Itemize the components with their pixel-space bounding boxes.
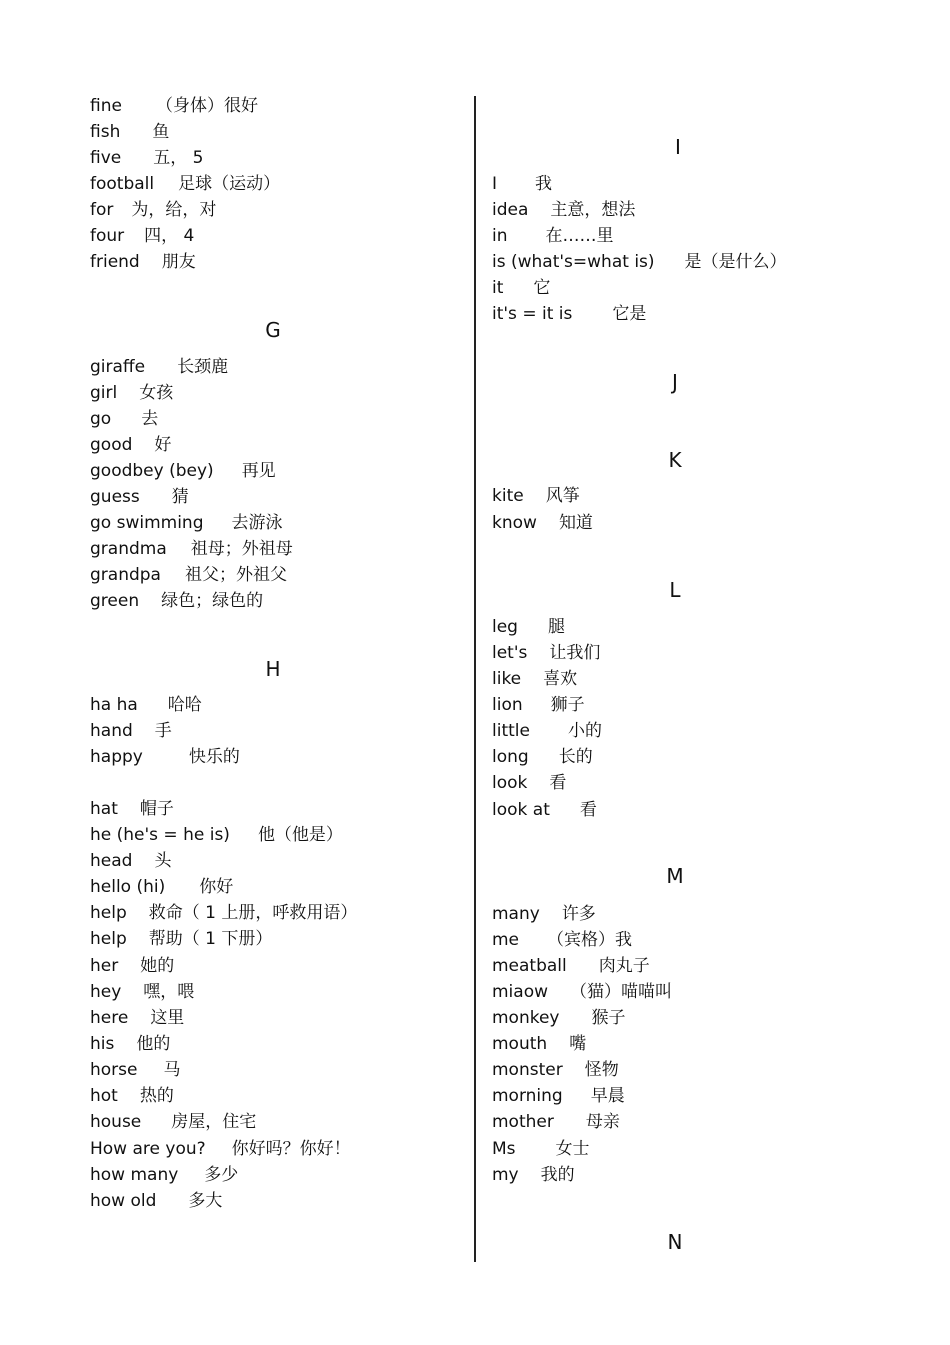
vocab-entry (90, 1165, 238, 1185)
english-word: it's = it is (492, 304, 573, 324)
english-word: hot (90, 1086, 118, 1106)
chinese-meaning: 这里 (150, 1008, 185, 1028)
english-word: for (90, 200, 114, 220)
vocab-entry (492, 721, 602, 741)
vocab-entry (90, 1034, 170, 1054)
english-word: look at (492, 800, 550, 820)
english-word: idea (492, 200, 529, 220)
chinese-meaning: 去 (141, 409, 159, 429)
chinese-meaning: 五， 5 (153, 148, 204, 168)
vocab-entry (492, 773, 566, 793)
chinese-meaning: 为，给，对 (131, 200, 217, 220)
chinese-meaning: 多少 (204, 1165, 239, 1185)
english-word: hat (90, 799, 118, 819)
english-word: monkey (492, 1008, 560, 1028)
section-letter-m: M (666, 864, 684, 888)
vocab-entry (492, 904, 596, 924)
chinese-meaning: 它是 (612, 304, 647, 324)
chinese-meaning: 朋友 (161, 252, 196, 272)
chinese-meaning: 帮助（ 1 下册） (148, 929, 273, 949)
english-word: goodbey (bey) (90, 461, 214, 481)
english-word: hey (90, 982, 122, 1002)
english-word: giraffe (90, 357, 146, 377)
english-word: I (492, 174, 498, 194)
vocab-entry (90, 383, 173, 403)
chinese-meaning: 再见 (241, 461, 276, 481)
vocab-entry (90, 252, 196, 272)
chinese-meaning: 早晨 (590, 1086, 625, 1106)
vocab-entry (492, 1165, 575, 1185)
english-word: guess (90, 487, 140, 507)
english-word: mother (492, 1112, 554, 1132)
english-word: long (492, 747, 529, 767)
vocab-entry (90, 226, 194, 246)
vocab-entry (90, 1112, 256, 1132)
vocab-entry (492, 278, 550, 298)
vocab-entry (90, 409, 158, 429)
chinese-meaning: 女士 (555, 1139, 590, 1159)
english-word: his (90, 1034, 115, 1054)
chinese-meaning: 长的 (558, 747, 593, 767)
vocab-entry (90, 982, 194, 1002)
vocab-entry (492, 747, 593, 767)
chinese-meaning: 我 (535, 174, 553, 194)
english-word: five (90, 148, 122, 168)
english-word: how old (90, 1191, 157, 1211)
english-word: kite (492, 486, 524, 506)
chinese-meaning: 肉丸子 (598, 956, 650, 976)
vocab-entry (492, 1008, 626, 1028)
english-word: it (492, 278, 504, 298)
chinese-meaning: 头 (154, 851, 172, 871)
chinese-meaning: 母亲 (585, 1112, 620, 1132)
chinese-meaning: 他的 (136, 1034, 171, 1054)
vocab-entry (492, 1112, 620, 1132)
english-word: morning (492, 1086, 563, 1106)
vocab-entry (492, 695, 585, 715)
chinese-meaning: 哈哈 (167, 695, 202, 715)
chinese-meaning: 绿色；绿色的 (161, 591, 264, 611)
chinese-meaning: 你好 (199, 877, 234, 897)
english-word: house (90, 1112, 142, 1132)
chinese-meaning: 在……里 (545, 226, 614, 246)
chinese-meaning: 他（他是） (257, 825, 343, 845)
english-word: is (what's=what is) (492, 252, 655, 272)
vocab-entry (492, 669, 577, 689)
vocab-entry (492, 174, 552, 194)
english-word: fine (90, 96, 122, 116)
vocab-entry (90, 200, 216, 220)
english-word: fish (90, 122, 121, 142)
chinese-meaning: （猫）喵喵叫 (570, 982, 673, 1002)
vocab-entry (492, 982, 672, 1002)
english-word: friend (90, 252, 140, 272)
english-word: grandpa (90, 565, 161, 585)
section-letter-k: K (668, 448, 682, 472)
english-word: grandma (90, 539, 167, 559)
vocab-entry (90, 96, 258, 116)
english-word: like (492, 669, 522, 689)
vocab-entry (90, 799, 174, 819)
chinese-meaning: 你好吗？你好！ (231, 1139, 351, 1159)
vocab-entry (492, 200, 635, 220)
english-word: help (90, 903, 127, 923)
vocab-entry (90, 1086, 174, 1106)
english-word: Ms (492, 1139, 516, 1159)
chinese-meaning: 喜欢 (543, 669, 578, 689)
section-letter-h: H (265, 657, 281, 681)
section-letter-g: G (265, 318, 281, 342)
english-word: leg (492, 617, 518, 637)
chinese-meaning: 主意，想法 (550, 200, 636, 220)
vocab-entry (492, 226, 614, 246)
chinese-meaning: 看 (549, 773, 567, 793)
english-word: many (492, 904, 540, 924)
english-word: head (90, 851, 133, 871)
english-word: monster (492, 1060, 563, 1080)
vocab-entry (90, 435, 171, 455)
vocab-entry (90, 1060, 180, 1080)
vocab-entry (492, 252, 787, 272)
chinese-meaning: 嘴 (569, 1034, 587, 1054)
vocab-entry (90, 357, 228, 377)
chinese-meaning: 长颈鹿 (177, 357, 229, 377)
vocab-entry (492, 956, 650, 976)
section-letter-n: N (667, 1230, 683, 1254)
vocab-entry (90, 747, 240, 767)
chinese-meaning: （宾格）我 (547, 930, 633, 950)
english-word: football (90, 174, 155, 194)
chinese-meaning: 房屋，住宅 (171, 1112, 257, 1132)
vocab-entry (90, 565, 287, 585)
section-letter-i: I (675, 135, 681, 159)
vocab-entry (90, 851, 171, 871)
english-word: my (492, 1165, 519, 1185)
english-word: four (90, 226, 125, 246)
english-word: green (90, 591, 140, 611)
vocab-entry (90, 148, 203, 168)
chinese-meaning: 腿 (547, 617, 565, 637)
english-word: me (492, 930, 520, 950)
vocab-entry (90, 929, 272, 949)
vocab-entry (90, 174, 280, 194)
chinese-meaning: 帽子 (139, 799, 174, 819)
vocab-entry (492, 304, 646, 324)
english-word: go swimming (90, 513, 204, 533)
chinese-meaning: 嘿，喂 (143, 982, 195, 1002)
english-word: meatball (492, 956, 567, 976)
chinese-meaning: 马 (163, 1060, 181, 1080)
english-word: go (90, 409, 112, 429)
vocab-entry (90, 539, 293, 559)
chinese-meaning: 热的 (139, 1086, 174, 1106)
english-word: lion (492, 695, 523, 715)
english-word: mouth (492, 1034, 548, 1054)
english-word: hand (90, 721, 133, 741)
vocab-entry (90, 513, 283, 533)
chinese-meaning: 鱼 (152, 122, 170, 142)
chinese-meaning: 知道 (558, 513, 593, 533)
vocab-entry (492, 617, 565, 637)
chinese-meaning: 救命（ 1 上册，呼救用语） (148, 903, 358, 923)
chinese-meaning: 猜 (171, 487, 189, 507)
column-divider (474, 96, 476, 1262)
vocab-entry (492, 513, 593, 533)
english-word: miaow (492, 982, 549, 1002)
vocab-entry (90, 461, 276, 481)
english-word: ha ha (90, 695, 138, 715)
vocab-entry (90, 695, 202, 715)
chinese-meaning: 女孩 (139, 383, 174, 403)
chinese-meaning: 快乐的 (188, 747, 240, 767)
vocab-entry (492, 1139, 590, 1159)
chinese-meaning: 她的 (140, 956, 175, 976)
vocab-entry (90, 591, 263, 611)
english-word: here (90, 1008, 129, 1028)
english-word: her (90, 956, 119, 976)
chinese-meaning: 好 (154, 435, 172, 455)
vocab-entry (492, 1060, 619, 1080)
chinese-meaning: 祖母；外祖母 (190, 539, 293, 559)
english-word: good (90, 435, 133, 455)
english-word: hello (hi) (90, 877, 166, 897)
vocab-entry (492, 930, 632, 950)
vocab-entry (90, 721, 172, 741)
english-word: little (492, 721, 530, 741)
vocab-entry (492, 1086, 625, 1106)
english-word: look (492, 773, 528, 793)
chinese-meaning: 猴子 (591, 1008, 626, 1028)
vocab-entry (492, 1034, 586, 1054)
english-word: he (he's = he is) (90, 825, 230, 845)
vocab-entry (90, 1139, 351, 1159)
vocab-entry (90, 825, 343, 845)
chinese-meaning: 许多 (561, 904, 596, 924)
chinese-meaning: 是（是什么） (684, 252, 787, 272)
chinese-meaning: 去游泳 (231, 513, 283, 533)
chinese-meaning: （身体）很好 (155, 96, 258, 116)
english-word: How are you? (90, 1139, 206, 1159)
section-letter-l: L (669, 578, 681, 602)
vocab-entry (90, 956, 174, 976)
vocab-entry (90, 1008, 184, 1028)
english-word: how many (90, 1165, 179, 1185)
english-word: let's (492, 643, 528, 663)
chinese-meaning: 它 (533, 278, 551, 298)
chinese-meaning: 让我们 (549, 643, 601, 663)
english-word: girl (90, 383, 118, 403)
english-word: help (90, 929, 127, 949)
chinese-meaning: 四， 4 (144, 226, 195, 246)
vocab-entry (90, 903, 357, 923)
chinese-meaning: 狮子 (550, 695, 585, 715)
vocab-entry (90, 1191, 222, 1211)
section-letter-j: J (672, 370, 678, 394)
vocab-entry (90, 877, 233, 897)
vocab-entry (492, 643, 600, 663)
english-word: horse (90, 1060, 138, 1080)
vocab-entry (492, 486, 580, 506)
english-word: happy (90, 747, 143, 767)
chinese-meaning: 多大 (188, 1191, 223, 1211)
vocab-entry (90, 487, 189, 507)
vocab-entry (492, 800, 597, 820)
chinese-meaning: 看 (579, 800, 597, 820)
chinese-meaning: 足球（运动） (178, 174, 281, 194)
chinese-meaning: 小的 (567, 721, 602, 741)
chinese-meaning: 手 (154, 721, 172, 741)
chinese-meaning: 怪物 (584, 1060, 619, 1080)
chinese-meaning: 我的 (540, 1165, 575, 1185)
english-word: know (492, 513, 537, 533)
vocab-entry (90, 122, 169, 142)
english-word: in (492, 226, 508, 246)
chinese-meaning: 风筝 (545, 486, 580, 506)
chinese-meaning: 祖父；外祖父 (184, 565, 287, 585)
